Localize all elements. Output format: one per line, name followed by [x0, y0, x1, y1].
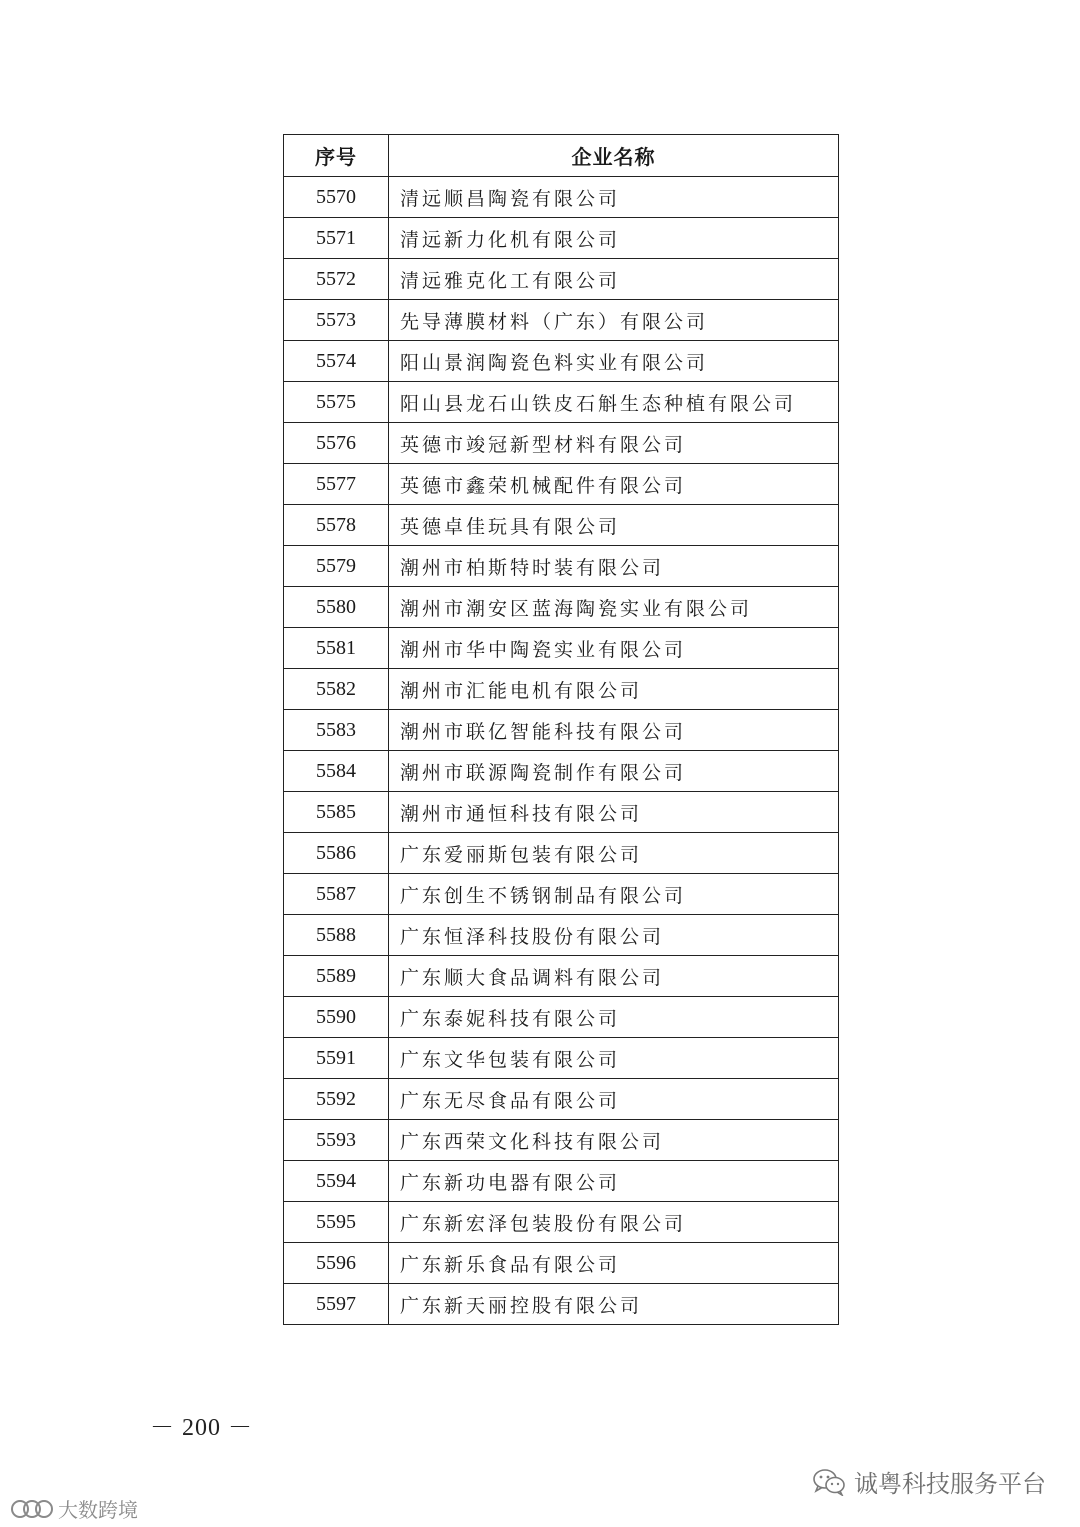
- serial-number-cell: 5592: [284, 1079, 389, 1120]
- table-row: [284, 1120, 839, 1161]
- watermark-brand-text: 大数跨境: [58, 1498, 138, 1522]
- table-row: [284, 1202, 839, 1243]
- page-number: － 200 －: [150, 1415, 253, 1441]
- table-row: [284, 1161, 839, 1202]
- company-name-cell: 广东泰妮科技有限公司: [389, 997, 839, 1038]
- company-name-cell: 英德市竣冠新型材料有限公司: [389, 423, 839, 464]
- company-name-cell: 广东创生不锈钢制品有限公司: [389, 874, 839, 915]
- company-name-cell: 清远顺昌陶瓷有限公司: [389, 177, 839, 218]
- serial-number-cell: 5573: [284, 300, 389, 341]
- company-name-cell: 潮州市联亿智能科技有限公司: [389, 710, 839, 751]
- company-name-cell: 英德市鑫荣机械配件有限公司: [389, 464, 839, 505]
- company-name-cell: 广东文华包装有限公司: [389, 1038, 839, 1079]
- serial-number-cell: 5594: [284, 1161, 389, 1202]
- wechat-icon: [812, 1468, 846, 1496]
- company-list-table: [283, 134, 839, 1325]
- serial-number-cell: 5585: [284, 792, 389, 833]
- company-name-cell: 阳山县龙石山铁皮石斛生态种植有限公司: [389, 382, 839, 423]
- serial-number-cell: 5586: [284, 833, 389, 874]
- company-name-cell: 广东新乐食品有限公司: [389, 1243, 839, 1284]
- serial-number-cell: 5570: [284, 177, 389, 218]
- company-name-cell: 先导薄膜材料（广东）有限公司: [389, 300, 839, 341]
- brand-logo-icon: [10, 1497, 54, 1521]
- table-header-row: [284, 135, 839, 177]
- company-name-cell: 广东无尽食品有限公司: [389, 1079, 839, 1120]
- company-name-cell: 潮州市潮安区蓝海陶瓷实业有限公司: [389, 587, 839, 628]
- table-row: [284, 382, 839, 423]
- company-name-cell: 广东新功电器有限公司: [389, 1161, 839, 1202]
- table-row: [284, 587, 839, 628]
- company-name-cell: 潮州市柏斯特时装有限公司: [389, 546, 839, 587]
- serial-number-cell: 5590: [284, 997, 389, 1038]
- table-row: [284, 874, 839, 915]
- serial-number-cell: 5584: [284, 751, 389, 792]
- company-name-cell: 潮州市华中陶瓷实业有限公司: [389, 628, 839, 669]
- company-name-cell: 广东西荣文化科技有限公司: [389, 1120, 839, 1161]
- table-row: [284, 997, 839, 1038]
- serial-number-cell: 5589: [284, 956, 389, 997]
- serial-number-cell: 5574: [284, 341, 389, 382]
- serial-number-cell: 5593: [284, 1120, 389, 1161]
- table-row: [284, 1079, 839, 1120]
- table-row: [284, 464, 839, 505]
- company-name-cell: 潮州市联源陶瓷制作有限公司: [389, 751, 839, 792]
- serial-number-cell: 5582: [284, 669, 389, 710]
- table-row: [284, 505, 839, 546]
- serial-number-cell: 5580: [284, 587, 389, 628]
- serial-number-cell: 5576: [284, 423, 389, 464]
- company-name-cell: 清远雅克化工有限公司: [389, 259, 839, 300]
- table-row: [284, 833, 839, 874]
- serial-number-cell: 5587: [284, 874, 389, 915]
- table-row: [284, 300, 839, 341]
- table-row: [284, 341, 839, 382]
- table-body: [284, 177, 839, 1325]
- company-name-cell: 广东恒泽科技股份有限公司: [389, 915, 839, 956]
- table-row: [284, 1038, 839, 1079]
- table-row: [284, 218, 839, 259]
- serial-number-cell: 5597: [284, 1284, 389, 1325]
- company-name-cell: 英德卓佳玩具有限公司: [389, 505, 839, 546]
- table-row: [284, 423, 839, 464]
- table-row: [284, 956, 839, 997]
- table-row: [284, 710, 839, 751]
- watermark-brand: [10, 1494, 138, 1523]
- serial-number-cell: 5578: [284, 505, 389, 546]
- company-name-cell: 广东新宏泽包装股份有限公司: [389, 1202, 839, 1243]
- header-serial-number: 序号: [284, 135, 389, 177]
- company-name-cell: 广东新天丽控股有限公司: [389, 1284, 839, 1325]
- header-company-name: 企业名称: [389, 135, 839, 177]
- serial-number-cell: 5583: [284, 710, 389, 751]
- serial-number-cell: 5577: [284, 464, 389, 505]
- table-row: [284, 546, 839, 587]
- table-row: [284, 792, 839, 833]
- company-name-cell: 潮州市汇能电机有限公司: [389, 669, 839, 710]
- watermark-platform: [812, 1464, 1046, 1499]
- table-row: [284, 1284, 839, 1325]
- table-row: [284, 628, 839, 669]
- serial-number-cell: 5571: [284, 218, 389, 259]
- table-row: [284, 177, 839, 218]
- table-row: [284, 751, 839, 792]
- serial-number-cell: 5575: [284, 382, 389, 423]
- serial-number-cell: 5596: [284, 1243, 389, 1284]
- company-name-cell: 广东爱丽斯包装有限公司: [389, 833, 839, 874]
- serial-number-cell: 5579: [284, 546, 389, 587]
- table-row: [284, 1243, 839, 1284]
- serial-number-cell: 5581: [284, 628, 389, 669]
- company-name-cell: 阳山景润陶瓷色料实业有限公司: [389, 341, 839, 382]
- table-row: [284, 259, 839, 300]
- company-name-cell: 潮州市通恒科技有限公司: [389, 792, 839, 833]
- serial-number-cell: 5588: [284, 915, 389, 956]
- company-name-cell: 广东顺大食品调料有限公司: [389, 956, 839, 997]
- company-name-cell: 清远新力化机有限公司: [389, 218, 839, 259]
- table-row: [284, 669, 839, 710]
- serial-number-cell: 5591: [284, 1038, 389, 1079]
- serial-number-cell: 5595: [284, 1202, 389, 1243]
- table-row: [284, 915, 839, 956]
- watermark-platform-text: 诚粤科技服务平台: [854, 1470, 1046, 1498]
- serial-number-cell: 5572: [284, 259, 389, 300]
